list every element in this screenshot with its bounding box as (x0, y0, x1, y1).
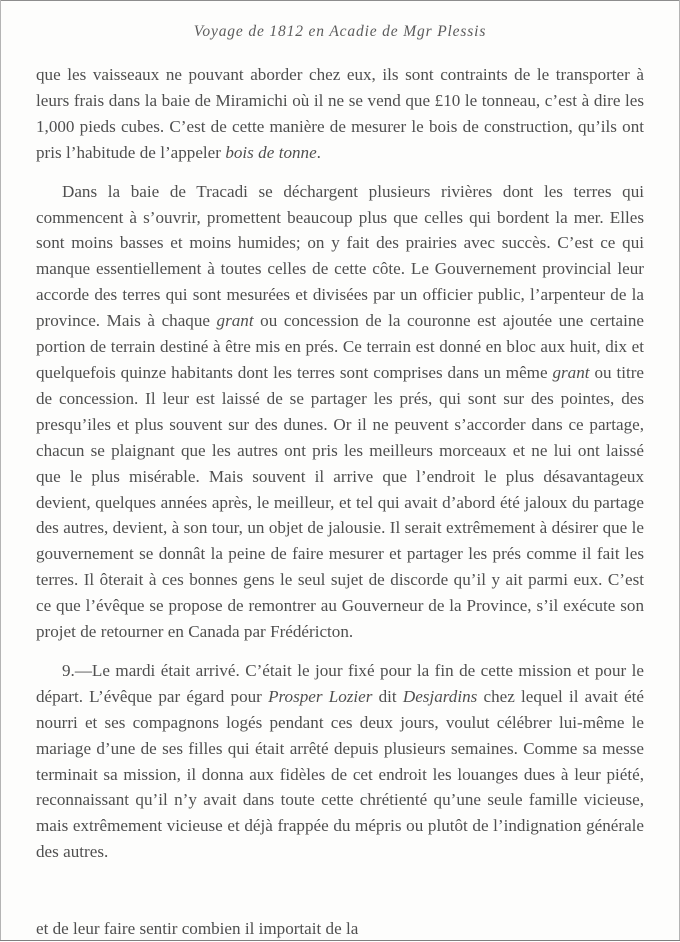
italic-run: bois de tonne (225, 142, 317, 162)
italic-run: grant (552, 362, 590, 382)
clipped-next-paragraph (36, 919, 644, 941)
paragraph: Dans la baie de Tracadi se déchargent plusieurs rivières dont les terres qui commencent à s’ouvrir, promettent beaucoup plus que celles qui bordent la mer. Elles sont moins basses et moins humides; on y fait des prairies avec succès. C’est ce qui manque essentiellement à toutes celles de cette côte. Le Gouvernement provincial leur accorde des terres qui sont mesurées et divisées par un officier public, l’arpenteur de la province. Mais à chaque grant ou concession de la couronne est ajoutée une certaine portion de terrain destiné à être mis en prés. Ce terrain est donné en bloc aux huit, dix et quelquefois quinze habitants dont les terres sont comprises dans un même grant ou titre de concession. Il leur est laissé de se partager les prés, qui sont sur des pointes, des presqu’iles et plus souvent sur des dunes. Or il ne peuvent s’accorder dans ce partage, chacun se plaignant que les autres ont pris les meilleurs morceaux et ne lui ont laissé que le plus misérable. Mais souvent il arrive que l’endroit le plus désavantageux devient, quelques années après, le meilleur, et tel qui avait d’abord été jaloux du partage des autres, devient, à son tour, un objet de jalousie. Il serait extrêmement à désirer que le gouvernement se donnât la peine de faire mesurer et partager les prés comme il fait les terres. Il ôterait à ces bonnes gens le seul sujet de discorde qu’il y ait parmi eux. C’est ce que l’évêque se propose de remontrer au Gouverneur de la Province, s’il exécute son projet de retourner en Canada par Frédéricton. (36, 181, 645, 642)
italic-run: grant (216, 311, 254, 331)
italic-run: Desjardins (402, 686, 478, 706)
clipped-next-paragraph-text: et de leur faire sentir combien il importait de la (36, 919, 359, 938)
running-head: Voyage de 1812 en Acadie de Mgr Plessis (193, 23, 487, 40)
body-text (36, 62, 644, 865)
paragraph: 9.—Le mardi était arrivé. C’était le jour fixé pour la fin de cette mission et pour le départ. L’évêque par égard pour Prosper Lozier dit Desjardins chez lequel il avait été nourri et ses compagnons logés pendant ces deux jours, voulut célébrer lui-même le mariage d’une de ses filles qui était arrêté depuis plusieurs semaines. Comme sa messe terminait sa mission, il donna aux fidèles de cet endroit les louanges dues à leur piété, reconnaissant qu’il n’y avait dans toute cette chrétienté qu’une seule famille vicieuse, mais extrêmement vicieuse et déjà frappée du mépris ou plutôt de l’indignation générale des autres. (36, 660, 644, 862)
paragraph: que les vaisseaux ne pouvant aborder chez eux, ils sont contraints de le transporter à leurs frais dans la baie de Miramichi où il ne se vend que £10 le tonneau, c’est à dire les 1,000 pieds cubes. C’est de cette manière de mesurer le bois de construction, qu’ils ont pris l’habitude de l’appeler bois de tonne. (36, 65, 644, 162)
italic-run: Prosper Lozier (268, 686, 373, 706)
